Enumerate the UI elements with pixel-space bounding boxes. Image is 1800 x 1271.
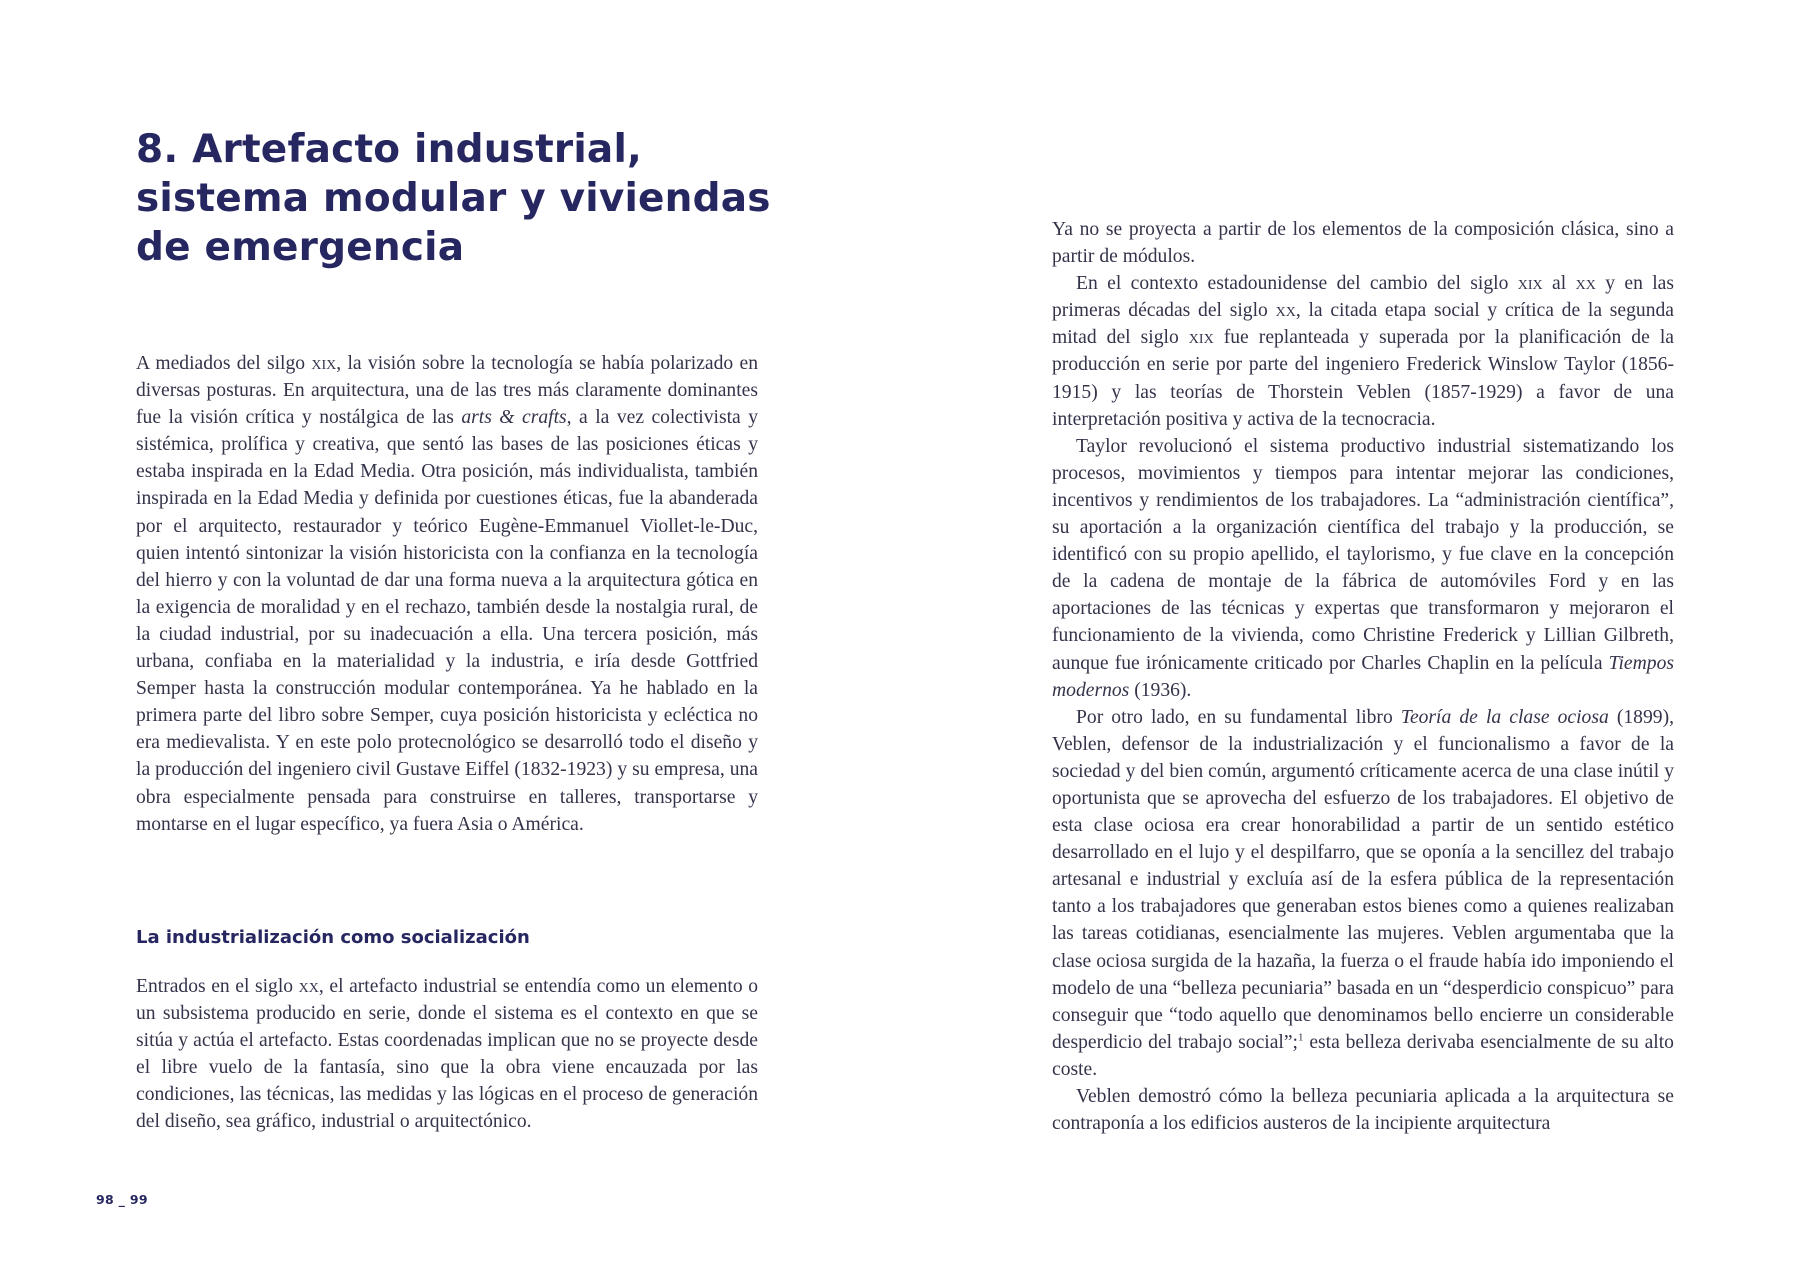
italic-text: Tiempos modernos: [1052, 652, 1674, 701]
page-numbers: 98 _ 99: [96, 1192, 148, 1207]
italic-text: Teoría de la clase ociosa: [1400, 706, 1609, 728]
paragraph: Veblen demostró cómo la belleza pecuniaria aplicada a la arquitectura se contraponía a los edificios austeros de la incipiente arquitectura: [1052, 1086, 1674, 1135]
footnote-ref: 1: [1298, 1031, 1304, 1044]
paragraph: Por otro lado, en su fundamental libro Teoría de la clase ociosa (1899), Veblen, defensor de la industrialización y el funcionalismo a favor de la sociedad y del bien común, argumentó críticamente acerca de una clase inútil y oportunista que se aprovecha del esfuerzo de los trabajadores. El objetivo de esta clase ociosa era crear honorabilidad a partir de un sentido estético desarrollado en el lujo y el despilfarro, que se oponía a la sencillez del trabajo artesanal e industrial y excluía así de la esfera pública de la representación tanto a los trabajadores que generaban estos bienes como a quienes realizaban las tareas cotidianas, esencialmente las mujeres. Veblen argumentaba que la clase ociosa surgida de la hazaña, la fuerza o el fraude había ido imponiendo el modelo de una “belleza pecuniaria” basada en un “desperdicio conspicuo” para conseguir que “todo aquello que denominamos bello encierre un considerable desperdicio del trabajo social”;$^1$ esta belleza derivaba esencialmente de su alto coste.: [1052, 706, 1674, 1080]
section-text-block: [136, 973, 758, 1136]
small-caps-text: xix: [311, 353, 337, 374]
paragraph: Taylor revolucionó el sistema productivo industrial sistematizando los procesos, movimientos y tiempos para intentar mejorar las condiciones, incentivos y rendimientos de los trabajadores. La “administración científica”, su aportación a la organización científica del trabajo y la producción, se identificó con su propio apellido, el taylorismo, y fue clave en la concepción de la cadena de montaje de la fábrica de automóviles Ford y en las aportaciones de las técnicas y expertas que transformaron y mejoraron el funcionamiento de la vivienda, como Christine Frederick y Lillian Gilbreth, aunque fue irónicamente criticado por Charles Chaplin en la película Tiempos modernos (1936).: [1052, 435, 1674, 701]
right-text-column: [1052, 216, 1674, 1137]
paragraph: En el contexto estadounidense del cambio del siglo xix al xx y en las primeras décadas del siglo xx, la citada etapa social y crítica de la segunda mitad del siglo xix fue replanteada y superada por la planificación de la producción en serie por parte del ingeniero Frederick Winslow Taylor (1856-1915) y las teorías de Thorstein Veblen (1857-1929) a favor de una interpretación positiva y activa de la tecnocracia.: [1052, 273, 1675, 430]
section-heading: La industrialización como socialización: [136, 927, 530, 948]
intro-text-block: [136, 350, 758, 838]
chapter-title: 8. Artefacto industrial, sistema modular y viviendas de emergencia: [136, 127, 771, 270]
small-caps-text: xix: [1517, 273, 1543, 295]
right-page: [900, 0, 1800, 1271]
section-paragraph: Entrados en el siglo xx, el artefacto industrial se entendía como un elemento o un subsistema producido en serie, donde el sistema es el contexto en que se sitúa y actúa el artefacto. Estas coordenadas implican que no se proyecte desde el libre vuelo de la fantasía, sino que la obra viene encauzada por las condiciones, las técnicas, las medidas y las lógicas en el proceso de generación del diseño, sea gráfico, industrial o arquitectónico.: [136, 976, 759, 1133]
small-caps-text: xix: [1188, 327, 1214, 349]
intro-paragraph: A mediados del silgo xix, la visión sobre la tecnología se había polarizado en diversas posturas. En arquitectura, una de las tres más claramente dominantes fue la visión crítica y nostálgica de las arts & crafts, a la vez colectivista y sistémica, prolífica y creativa, que sentó las bases de las posiciones éticas y estaba inspirada en la Edad Media. Otra posición, más individualista, también inspirada en la Edad Media y definida por cuestiones éticas, fue la abanderada por el arquitecto, restaurador y teórico Eugène-Emmanuel Viollet-le-Duc, quien intentó sintonizar la visión historicista con la confianza en la tecnología del hierro y con la voluntad de dar una forma nueva a la arquitectura gótica en la exigencia de moralidad y en el rechazo, también desde la nostalgia rural, de la ciudad industrial, por su inadecuación a ella. Una tercera posición, más urbana, confiaba en la materialidad y la industria, e iría desde Gottfried Semper hasta la construcción modular contemporánea. Ya he hablado en la primera parte del libro sobre Semper, cuya posición historicista y ecléctica no era medievalista. Y en este polo protecnológico se desarrolló todo el diseño y la producción del ingeniero civil Gustave Eiffel (1832-1923) y su empresa, una obra especialmente pensada para construirse en talleres, transportarse y montarse en el lugar específico, ya fuera Asia o América.: [136, 353, 758, 835]
paragraph: Ya no se proyecta a partir de los elementos de la composición clásica, sino a partir de módulos.: [1052, 219, 1674, 268]
italic-text: arts & crafts: [461, 407, 567, 429]
small-caps-text: xx: [298, 976, 319, 997]
small-caps-text: xx: [1275, 300, 1296, 322]
small-caps-text: xx: [1575, 273, 1596, 295]
